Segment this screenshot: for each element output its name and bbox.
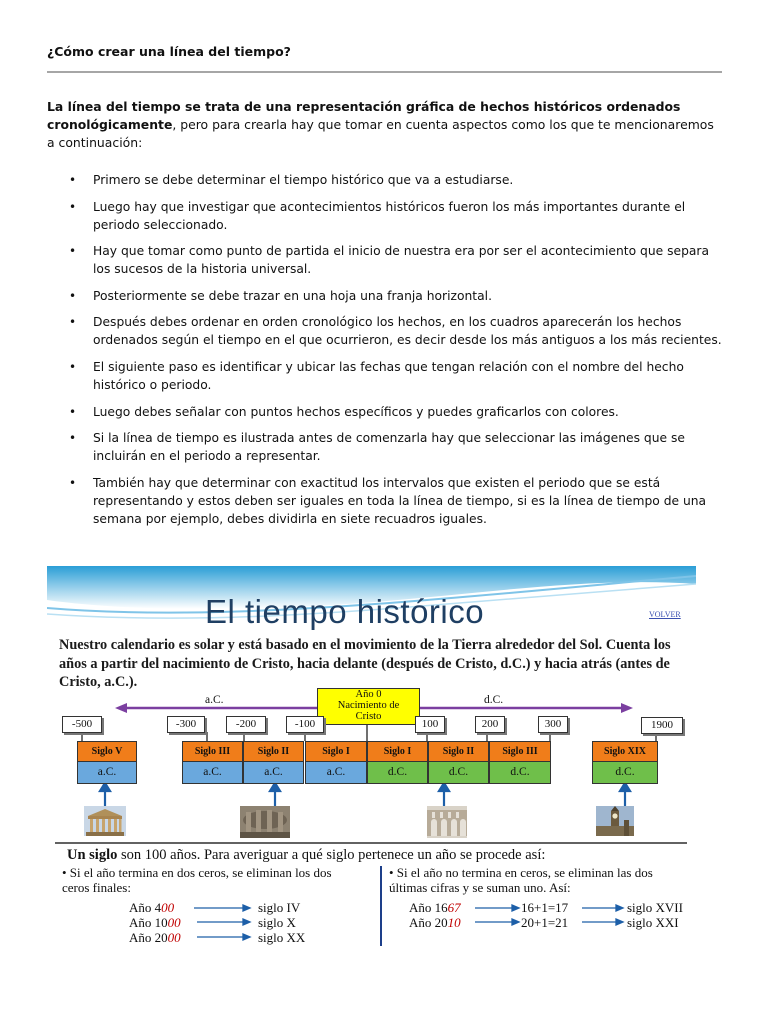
example-arrow-head	[616, 905, 623, 911]
era-box: a.C.	[182, 761, 243, 784]
era-arrow-left-head	[115, 703, 127, 713]
list-item: • El siguiente paso es identificar y ubicar las fechas que tengan relación con el nombre del hecho histórico o periodo.	[47, 358, 723, 394]
year-zero-box	[317, 688, 420, 725]
volver-link[interactable]: VOLVER	[649, 610, 681, 619]
list-item: • Después debes ordenar en orden cronológico los hechos, en los cuadros aparecerán los hechos ordenados según el tiempo en el que ocurrieron, es decir desde los más antiguos a los más recientes.	[47, 313, 723, 349]
example-arrow-head	[616, 919, 623, 925]
example-result: siglo XX	[258, 930, 306, 945]
century-term: Un siglo	[67, 847, 118, 863]
document-title: ¿Cómo crear una línea del tiempo?	[47, 44, 291, 59]
example-arrow-head	[512, 919, 519, 925]
example-year-prefix: Año 10	[129, 915, 168, 930]
aqueduct-image	[427, 806, 467, 838]
rule-zeros: • Si el año termina en dos ceros, se eliminan los dos ceros finales:	[62, 865, 332, 895]
era-arrow-right-head	[621, 703, 633, 713]
year-box: 1900	[641, 717, 683, 734]
example-sum: 20+1=21	[521, 915, 569, 930]
list-item: • También hay que determinar con exactitud los intervalos que existen el periodo que se está representando y estos deben ser iguales en toda la línea de tiempo, si es la línea de tiempo de una semana por ejemplo, debes dividirla en siete recuadros iguales.	[47, 474, 723, 528]
example-year	[129, 915, 181, 930]
list-item: • Posteriormente se debe trazar en una hoja una franja horizontal.	[47, 287, 723, 305]
intro-paragraph	[47, 98, 723, 152]
image-arrow-head	[439, 783, 449, 791]
era-box: d.C.	[428, 761, 489, 784]
era-before-label: a.C.	[205, 694, 224, 706]
calendar-paragraph: Nuestro calendario es solar y está basado en el movimiento de la Tierra alrededor del Sol. Cuenta los años a partir del nacimiento de Cristo, hacia delante (después de Cristo, d.C.) y hacia atrás (antes de Cristo, a.C.).	[59, 637, 671, 690]
century-definition	[67, 847, 545, 864]
year-box: 200	[475, 716, 505, 733]
example-struck-digits: 10	[447, 915, 461, 930]
timeline-infographic	[47, 566, 696, 956]
example-result: siglo IV	[258, 900, 301, 915]
example-arrow-head	[243, 905, 250, 911]
century-box: Siglo II	[428, 741, 489, 762]
example-year	[129, 930, 181, 945]
infographic-title: El tiempo histórico	[205, 593, 485, 630]
big-ben-image	[596, 806, 634, 836]
example-year	[409, 915, 461, 930]
image-arrow-head	[620, 783, 630, 791]
example-arrow-head	[512, 905, 519, 911]
era-box: d.C.	[367, 761, 428, 784]
example-year-prefix: Año 16	[409, 900, 448, 915]
year-box: -200	[226, 716, 266, 733]
example-struck-digits: 00	[167, 930, 181, 945]
list-item: • Primero se debe determinar el tiempo histórico que va a estudiarse.	[47, 171, 723, 189]
example-year-prefix: Año 20	[409, 915, 448, 930]
birth-label: Nacimiento de	[337, 700, 400, 711]
intro-rest: , pero para crearla hay que tomar en cuenta aspectos como los que te mencionaremos a continuación:	[47, 117, 714, 150]
example-year	[409, 900, 461, 915]
example-result: siglo X	[258, 915, 296, 930]
example-struck-digits: 00	[167, 915, 181, 930]
era-box: d.C.	[592, 761, 658, 784]
century-box: Siglo I	[305, 741, 367, 762]
image-arrow-head	[100, 783, 110, 791]
example-result: siglo XXI	[627, 915, 679, 930]
era-box: a.C.	[305, 761, 367, 784]
christ-label: Cristo	[355, 711, 382, 722]
steps-list	[47, 171, 723, 536]
example-struck-digits: 00	[161, 900, 175, 915]
example-arrow-head	[243, 919, 250, 925]
example-sum: 16+1=17	[521, 900, 569, 915]
year-box: -500	[62, 716, 102, 733]
year-box: -100	[286, 716, 324, 733]
image-arrow-head	[270, 783, 280, 791]
rule-non-zeros: • Si el año no termina en ceros, se eliminan las dos últimas cifras y se suman uno. Así:	[389, 865, 653, 895]
intro-bold: La línea del tiempo se trata de una representación gráfica de hechos históricos ordenados cronológicamente	[47, 99, 681, 132]
example-result: siglo XVII	[627, 900, 683, 915]
century-box: Siglo III	[489, 741, 551, 762]
century-box: Siglo II	[243, 741, 304, 762]
century-definition-rest: son 100 años. Para averiguar a qué siglo pertenece un año se procede así:	[117, 847, 546, 863]
year-box: -300	[167, 716, 205, 733]
era-box: a.C.	[77, 761, 137, 784]
title-divider	[47, 71, 722, 73]
greek-temple-image	[84, 806, 126, 836]
list-item: • Si la línea de tiempo es ilustrada antes de comenzarla hay que seleccionar las imágenes que se incluirán en el periodo a representar.	[47, 429, 723, 465]
example-year-prefix: Año 4	[129, 900, 162, 915]
list-item: • Luego debes señalar con puntos hechos específicos y puedes graficarlos con colores.	[47, 403, 723, 421]
era-box: a.C.	[243, 761, 304, 784]
century-box: Siglo I	[367, 741, 428, 762]
example-struck-digits: 67	[447, 900, 461, 915]
list-item: • Hay que tomar como punto de partida el inicio de nuestra era por ser el acontecimiento que separa los sucesos de la historia universal.	[47, 242, 723, 278]
era-box: d.C.	[489, 761, 551, 784]
list-item: • Luego hay que investigar que acontecimientos históricos fueron los más importantes durante el periodo seleccionado.	[47, 198, 723, 234]
example-arrow-head	[243, 934, 250, 940]
century-box: Siglo XIX	[592, 741, 658, 762]
century-box: Siglo III	[182, 741, 243, 762]
era-after-label: d.C.	[484, 694, 504, 706]
year-zero-label: Año 0	[355, 689, 382, 700]
century-box: Siglo V	[77, 741, 137, 762]
ruins-image	[240, 806, 290, 838]
example-year-prefix: Año 20	[129, 930, 168, 945]
example-year	[129, 900, 174, 915]
year-box: 300	[538, 716, 568, 733]
year-box: 100	[415, 716, 445, 733]
